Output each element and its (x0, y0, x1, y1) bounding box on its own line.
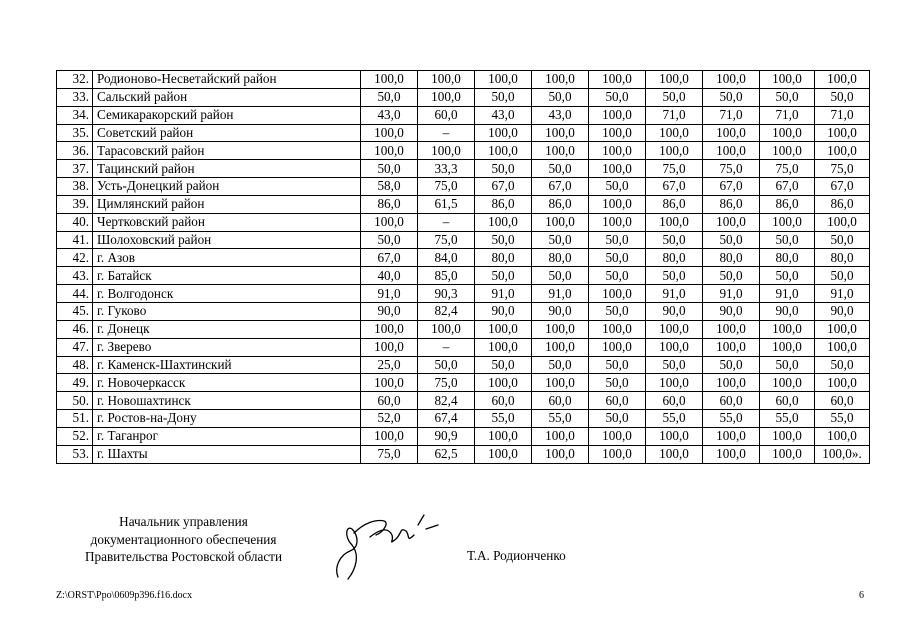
value-cell: – (418, 213, 475, 231)
value-cell: 91,0 (760, 285, 815, 303)
value-cell: 50,0 (475, 267, 532, 285)
table-row (57, 231, 870, 249)
table-row (57, 392, 870, 410)
table-row (57, 445, 870, 463)
row-number: 32. (57, 71, 93, 89)
signature-title (56, 513, 311, 566)
value-cell: 100,0 (589, 160, 646, 178)
value-cell: 75,0 (703, 160, 760, 178)
value-cell: 100,0 (589, 142, 646, 160)
value-cell: 60,0 (475, 392, 532, 410)
value-cell: 100,0 (760, 374, 815, 392)
row-number: 33. (57, 88, 93, 106)
value-cell: 67,0 (815, 178, 870, 196)
value-cell: 50,0 (589, 231, 646, 249)
value-cell: 55,0 (760, 410, 815, 428)
value-cell: 100,0 (815, 338, 870, 356)
value-cell: 91,0 (532, 285, 589, 303)
district-name: г. Зверево (93, 338, 361, 356)
value-cell: 50,0 (703, 231, 760, 249)
signature-title-line: Правительства Ростовской области (84, 549, 283, 564)
value-cell: 40,0 (361, 267, 418, 285)
value-cell: 91,0 (703, 285, 760, 303)
value-cell: 55,0 (532, 410, 589, 428)
value-cell: 100,0 (418, 71, 475, 89)
value-cell: 82,4 (418, 392, 475, 410)
value-cell: 100,0 (418, 142, 475, 160)
value-cell: 100,0 (532, 213, 589, 231)
value-cell: 100,0 (703, 374, 760, 392)
district-name: г. Ростов-на-Дону (93, 410, 361, 428)
value-cell: 43,0 (361, 106, 418, 124)
value-cell: 82,4 (418, 302, 475, 320)
value-cell: 80,0 (475, 249, 532, 267)
value-cell: 100,0 (646, 320, 703, 338)
value-cell: 90,0 (815, 302, 870, 320)
table-row (57, 195, 870, 213)
value-cell: 50,0 (760, 267, 815, 285)
row-number: 49. (57, 374, 93, 392)
table-row (57, 267, 870, 285)
row-number: 50. (57, 392, 93, 410)
row-number: 48. (57, 356, 93, 374)
value-cell: 90,0 (646, 302, 703, 320)
value-cell: 80,0 (760, 249, 815, 267)
signer-name: Т.А. Родионченко (467, 548, 566, 563)
value-cell: 100,0 (361, 427, 418, 445)
district-name: г. Батайск (93, 267, 361, 285)
statistics-table (56, 70, 870, 464)
row-number: 37. (57, 160, 93, 178)
district-name: г. Гуково (93, 302, 361, 320)
value-cell: 50,0 (703, 356, 760, 374)
value-cell: 100,0 (532, 338, 589, 356)
value-cell: 100,0 (475, 427, 532, 445)
value-cell: 100,0 (815, 374, 870, 392)
value-cell: 100,0 (760, 142, 815, 160)
value-cell: 67,0 (361, 249, 418, 267)
table-row (57, 213, 870, 231)
value-cell: 90,0 (475, 302, 532, 320)
value-cell: 100,0 (760, 124, 815, 142)
table-row (57, 106, 870, 124)
value-cell: 100,0 (760, 445, 815, 463)
district-name: Семикаракорский район (93, 106, 361, 124)
value-cell: 67,4 (418, 410, 475, 428)
value-cell: 55,0 (646, 410, 703, 428)
value-cell: 84,0 (418, 249, 475, 267)
value-cell: 100,0 (475, 124, 532, 142)
value-cell: 100,0 (703, 124, 760, 142)
value-cell: 75,0 (760, 160, 815, 178)
value-cell: 90,0 (361, 302, 418, 320)
value-cell: 100,0 (475, 338, 532, 356)
value-cell: 100,0 (532, 427, 589, 445)
value-cell: 50,0 (589, 410, 646, 428)
value-cell: 50,0 (361, 231, 418, 249)
value-cell: 100,0 (646, 445, 703, 463)
value-cell: 50,0 (815, 267, 870, 285)
value-cell: 86,0 (475, 195, 532, 213)
value-cell: 91,0 (646, 285, 703, 303)
value-cell: 100,0 (703, 213, 760, 231)
value-cell: 100,0 (532, 124, 589, 142)
district-name: Родионово-Несветайский район (93, 71, 361, 89)
row-number: 34. (57, 106, 93, 124)
value-cell: 75,0 (361, 445, 418, 463)
value-cell: 67,0 (760, 178, 815, 196)
value-cell: 71,0 (815, 106, 870, 124)
value-cell: 75,0 (418, 231, 475, 249)
value-cell: 60,0 (815, 392, 870, 410)
value-cell: 50,0 (646, 231, 703, 249)
value-cell: 50,0 (532, 231, 589, 249)
row-number: 53. (57, 445, 93, 463)
value-cell: 100,0 (475, 71, 532, 89)
district-name: г. Каменск-Шахтинский (93, 356, 361, 374)
value-cell: 33,3 (418, 160, 475, 178)
value-cell: 100,0 (760, 71, 815, 89)
value-cell: 60,0 (418, 106, 475, 124)
value-cell: 50,0 (532, 160, 589, 178)
value-cell: 100,0 (760, 213, 815, 231)
value-cell: 100,0 (760, 338, 815, 356)
value-cell: 90,0 (760, 302, 815, 320)
value-cell: 50,0 (361, 88, 418, 106)
district-name: г. Новочеркасск (93, 374, 361, 392)
value-cell: 55,0 (703, 410, 760, 428)
value-cell: 100,0 (589, 320, 646, 338)
value-cell: 100,0 (361, 213, 418, 231)
value-cell: 50,0 (475, 88, 532, 106)
value-cell: 75,0 (646, 160, 703, 178)
table-row (57, 285, 870, 303)
value-cell: 50,0 (532, 356, 589, 374)
value-cell: 75,0 (418, 374, 475, 392)
value-cell: 100,0 (361, 71, 418, 89)
value-cell: 100,0 (815, 213, 870, 231)
value-cell: 50,0 (475, 356, 532, 374)
value-cell: 90,0 (703, 302, 760, 320)
value-cell: 100,0 (815, 71, 870, 89)
value-cell: 50,0 (589, 267, 646, 285)
page-number: 6 (859, 590, 864, 601)
value-cell: 80,0 (815, 249, 870, 267)
value-cell: 86,0 (703, 195, 760, 213)
value-cell: 100,0». (815, 445, 870, 463)
value-cell: 100,0 (646, 71, 703, 89)
value-cell: 86,0 (646, 195, 703, 213)
value-cell: – (418, 124, 475, 142)
row-number: 39. (57, 195, 93, 213)
table-row (57, 302, 870, 320)
value-cell: 75,0 (418, 178, 475, 196)
value-cell: 50,0 (646, 267, 703, 285)
value-cell: 50,0 (361, 160, 418, 178)
value-cell: 100,0 (815, 320, 870, 338)
value-cell: 50,0 (703, 88, 760, 106)
value-cell: 60,0 (760, 392, 815, 410)
table-row (57, 249, 870, 267)
value-cell: 50,0 (760, 356, 815, 374)
value-cell: 50,0 (418, 356, 475, 374)
value-cell: 67,0 (703, 178, 760, 196)
value-cell: 86,0 (532, 195, 589, 213)
value-cell: 100,0 (760, 427, 815, 445)
handwritten-signature (330, 505, 440, 585)
value-cell: 100,0 (589, 285, 646, 303)
row-number: 42. (57, 249, 93, 267)
value-cell: 58,0 (361, 178, 418, 196)
value-cell: 100,0 (760, 320, 815, 338)
signature-title-line: Начальник управления (119, 514, 248, 529)
value-cell: 100,0 (703, 338, 760, 356)
table-row (57, 374, 870, 392)
value-cell: 50,0 (532, 267, 589, 285)
value-cell: 100,0 (532, 142, 589, 160)
value-cell: 25,0 (361, 356, 418, 374)
value-cell: 100,0 (475, 142, 532, 160)
table-row (57, 320, 870, 338)
value-cell: 100,0 (589, 445, 646, 463)
row-number: 47. (57, 338, 93, 356)
district-name: г. Шахты (93, 445, 361, 463)
value-cell: 100,0 (475, 213, 532, 231)
value-cell: 50,0 (646, 88, 703, 106)
value-cell: 100,0 (589, 71, 646, 89)
value-cell: 71,0 (760, 106, 815, 124)
value-cell: 80,0 (646, 249, 703, 267)
table-row (57, 427, 870, 445)
value-cell: 100,0 (646, 427, 703, 445)
value-cell: 50,0 (703, 267, 760, 285)
table-row (57, 142, 870, 160)
value-cell: 50,0 (815, 231, 870, 249)
value-cell: 50,0 (815, 356, 870, 374)
row-number: 43. (57, 267, 93, 285)
value-cell: 100,0 (361, 124, 418, 142)
district-name: г. Таганрог (93, 427, 361, 445)
district-name: Чертковский район (93, 213, 361, 231)
value-cell: 100,0 (815, 427, 870, 445)
value-cell: 50,0 (760, 88, 815, 106)
value-cell: 100,0 (646, 142, 703, 160)
value-cell: 100,0 (646, 338, 703, 356)
table-row (57, 178, 870, 196)
value-cell: 55,0 (815, 410, 870, 428)
value-cell: 86,0 (760, 195, 815, 213)
table-row (57, 160, 870, 178)
value-cell: 61,5 (418, 195, 475, 213)
value-cell: 67,0 (475, 178, 532, 196)
row-number: 38. (57, 178, 93, 196)
value-cell: 100,0 (532, 320, 589, 338)
value-cell: 100,0 (361, 338, 418, 356)
value-cell: 60,0 (361, 392, 418, 410)
value-cell: 100,0 (361, 142, 418, 160)
value-cell: 86,0 (815, 195, 870, 213)
district-name: Сальский район (93, 88, 361, 106)
value-cell: 52,0 (361, 410, 418, 428)
value-cell: 80,0 (532, 249, 589, 267)
value-cell: 100,0 (646, 374, 703, 392)
value-cell: 60,0 (646, 392, 703, 410)
value-cell: 100,0 (646, 124, 703, 142)
value-cell: 60,0 (703, 392, 760, 410)
value-cell: 100,0 (361, 374, 418, 392)
value-cell: 50,0 (589, 302, 646, 320)
value-cell: 67,0 (532, 178, 589, 196)
district-name: Усть-Донецкий район (93, 178, 361, 196)
value-cell: 100,0 (703, 142, 760, 160)
file-path: Z:\ORST\Ppo\0609p396.f16.docx (56, 590, 193, 601)
value-cell: 100,0 (589, 427, 646, 445)
value-cell: 80,0 (703, 249, 760, 267)
value-cell: 50,0 (589, 178, 646, 196)
value-cell: 60,0 (589, 392, 646, 410)
value-cell: 100,0 (589, 213, 646, 231)
value-cell: 100,0 (532, 71, 589, 89)
district-name: г. Донецк (93, 320, 361, 338)
row-number: 45. (57, 302, 93, 320)
value-cell: 91,0 (475, 285, 532, 303)
value-cell: 100,0 (418, 320, 475, 338)
value-cell: 100,0 (589, 106, 646, 124)
value-cell: 100,0 (361, 320, 418, 338)
table-row (57, 71, 870, 89)
row-number: 44. (57, 285, 93, 303)
table-body (57, 71, 870, 464)
value-cell: 50,0 (475, 231, 532, 249)
district-name: Тацинский район (93, 160, 361, 178)
row-number: 41. (57, 231, 93, 249)
value-cell: 50,0 (589, 356, 646, 374)
value-cell: 50,0 (646, 356, 703, 374)
district-name: Советский район (93, 124, 361, 142)
value-cell: 50,0 (532, 88, 589, 106)
value-cell: 71,0 (703, 106, 760, 124)
row-number: 51. (57, 410, 93, 428)
value-cell: 100,0 (532, 445, 589, 463)
value-cell: 100,0 (475, 445, 532, 463)
value-cell: 60,0 (532, 392, 589, 410)
value-cell: 86,0 (361, 195, 418, 213)
value-cell: 91,0 (361, 285, 418, 303)
value-cell: 100,0 (532, 374, 589, 392)
value-cell: 50,0 (589, 88, 646, 106)
value-cell: 85,0 (418, 267, 475, 285)
value-cell: 100,0 (475, 374, 532, 392)
value-cell: 71,0 (646, 106, 703, 124)
table-row (57, 124, 870, 142)
row-number: 46. (57, 320, 93, 338)
value-cell: 75,0 (815, 160, 870, 178)
value-cell: 100,0 (475, 320, 532, 338)
value-cell: 50,0 (475, 160, 532, 178)
district-name: г. Новошахтинск (93, 392, 361, 410)
value-cell: 90,0 (532, 302, 589, 320)
value-cell: 100,0 (703, 427, 760, 445)
value-cell: 55,0 (475, 410, 532, 428)
row-number: 35. (57, 124, 93, 142)
value-cell: 43,0 (532, 106, 589, 124)
value-cell: 100,0 (815, 124, 870, 142)
value-cell: 50,0 (589, 249, 646, 267)
row-number: 36. (57, 142, 93, 160)
value-cell: 50,0 (815, 88, 870, 106)
district-name: г. Волгодонск (93, 285, 361, 303)
district-name: г. Азов (93, 249, 361, 267)
table-row (57, 88, 870, 106)
value-cell: 100,0 (589, 338, 646, 356)
value-cell: 43,0 (475, 106, 532, 124)
value-cell: 90,9 (418, 427, 475, 445)
district-name: Цимлянский район (93, 195, 361, 213)
value-cell: 100,0 (703, 71, 760, 89)
value-cell: – (418, 338, 475, 356)
value-cell: 67,0 (646, 178, 703, 196)
value-cell: 100,0 (703, 320, 760, 338)
value-cell: 100,0 (589, 195, 646, 213)
value-cell: 91,0 (815, 285, 870, 303)
row-number: 40. (57, 213, 93, 231)
table-row (57, 356, 870, 374)
signature-title-line: документационного обеспечения (90, 531, 277, 547)
value-cell: 100,0 (815, 142, 870, 160)
value-cell: 100,0 (418, 88, 475, 106)
table-row (57, 338, 870, 356)
district-name: Тарасовский район (93, 142, 361, 160)
value-cell: 90,3 (418, 285, 475, 303)
value-cell: 100,0 (589, 124, 646, 142)
value-cell: 50,0 (760, 231, 815, 249)
table-row (57, 410, 870, 428)
value-cell: 50,0 (589, 374, 646, 392)
district-name: Шолоховский район (93, 231, 361, 249)
row-number: 52. (57, 427, 93, 445)
value-cell: 100,0 (646, 213, 703, 231)
value-cell: 100,0 (703, 445, 760, 463)
value-cell: 62,5 (418, 445, 475, 463)
